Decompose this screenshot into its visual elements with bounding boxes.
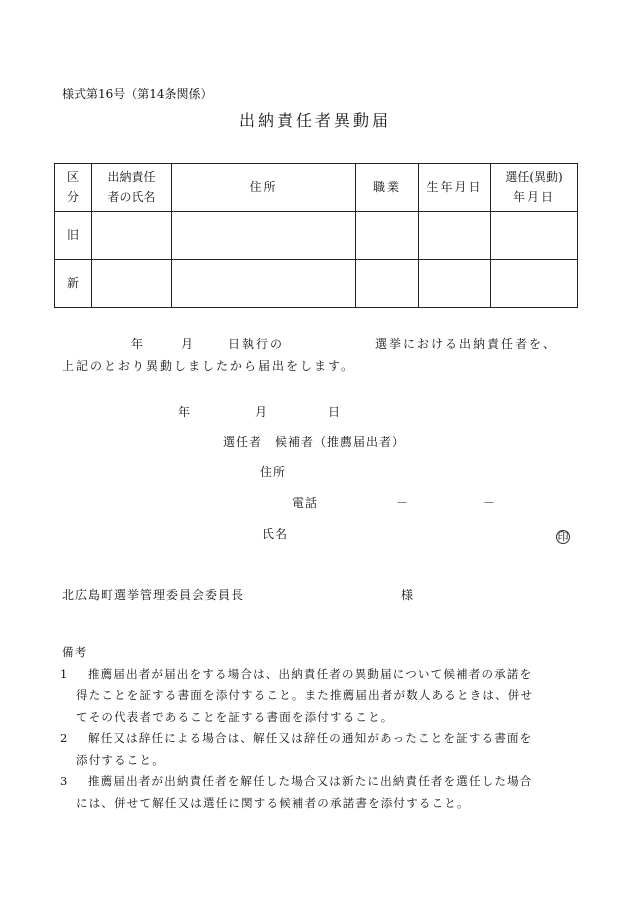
header-division (55, 164, 92, 212)
header-appointment-line2: 年月日 (512, 189, 555, 204)
addressee-name: 北広島町選挙管理委員会委員長 (62, 588, 245, 602)
cell-old-birthdate[interactable] (419, 212, 491, 260)
note-item-2 (62, 728, 582, 771)
addressee-honorific: 様 (401, 588, 415, 602)
header-treasurer-name (92, 164, 172, 212)
applicant-name-label: 氏名 (262, 527, 289, 541)
header-name-line1: 出納責任 (107, 170, 156, 185)
header-address: 住所 (172, 164, 356, 212)
note-1-line1: 推薦届出者が届出をする場合は、出納責任者の異動届について候補者の承諾を (88, 666, 533, 681)
header-division-line1: 区 (66, 170, 79, 185)
note-1-line2: 得たことを証する書面を添付すること。また推薦届出者が数人あるときは、併せ (76, 688, 534, 702)
applicant-address-label: 住所 (260, 465, 287, 479)
date-month: 月 (255, 405, 269, 419)
date-year: 年 (178, 405, 192, 419)
table-row-new (55, 260, 578, 308)
statement-line2: 上記のとおり異動しましたから届出をします。 (62, 359, 356, 373)
row-label-new: 新 (55, 260, 92, 308)
cell-new-birthdate[interactable] (419, 260, 491, 308)
note-3-line2: には、併せて解任又は選任に関する候補者の承諾書を添付すること。 (76, 795, 470, 810)
cell-old-address[interactable] (172, 212, 356, 260)
cell-new-appointment[interactable] (491, 260, 578, 308)
header-birthdate: 生年月日 (419, 164, 491, 212)
row-label-old: 旧 (55, 212, 92, 260)
statement-day-exec: 日執行の (228, 337, 285, 351)
header-appointment-line1: 選任(異動) (505, 170, 563, 185)
header-occupation: 職業 (356, 164, 419, 212)
cell-new-address[interactable] (172, 260, 356, 308)
treasurer-change-table (54, 163, 578, 308)
statement-election-text: 選挙における出納責任者を、 (375, 337, 558, 351)
date-day: 日 (328, 405, 342, 419)
notes-section (62, 642, 582, 814)
applicant-phone-label: 電話 (292, 496, 319, 510)
note-2-line2: 添付すること。 (76, 752, 165, 767)
header-name-line2: 者の氏名 (107, 189, 156, 204)
seal-icon: 印 (557, 530, 569, 543)
note-number: 2 (60, 731, 69, 745)
header-division-line2: 分 (66, 189, 79, 204)
cell-new-occupation[interactable] (356, 260, 419, 308)
form-number: 様式第16号（第14条関係） (62, 87, 213, 101)
notes-heading: 備考 (62, 645, 88, 659)
header-appointment-date (491, 164, 578, 212)
applicant-role: 選任者 候補者（推薦届出者） (223, 435, 406, 449)
statement-year: 年 (131, 337, 146, 351)
note-number: 3 (60, 774, 69, 788)
note-2-line1: 解任又は辞任による場合は、解任又は辞任の通知があったことを証する書面を (88, 731, 533, 745)
cell-old-occupation[interactable] (356, 212, 419, 260)
note-item-3 (62, 771, 582, 814)
cell-new-name[interactable] (92, 260, 172, 308)
note-number: 1 (60, 666, 69, 681)
cell-old-appointment[interactable] (491, 212, 578, 260)
page-title: 出納責任者異動届 (238, 111, 391, 130)
table-header-row (55, 164, 578, 212)
note-1-line3: てその代表者であることを証する書面を添付すること。 (76, 709, 394, 724)
note-3-line1: 推薦届出者が出納責任者を解任した場合又は新たに出納責任者を選任した場合 (88, 774, 533, 788)
table-row-old (55, 212, 578, 260)
cell-old-name[interactable] (92, 212, 172, 260)
statement-month: 月 (181, 337, 196, 351)
note-item-1 (62, 664, 582, 729)
phone-dash-2: － (483, 496, 497, 510)
phone-dash-1: － (396, 496, 410, 510)
seal-mark (556, 525, 570, 544)
